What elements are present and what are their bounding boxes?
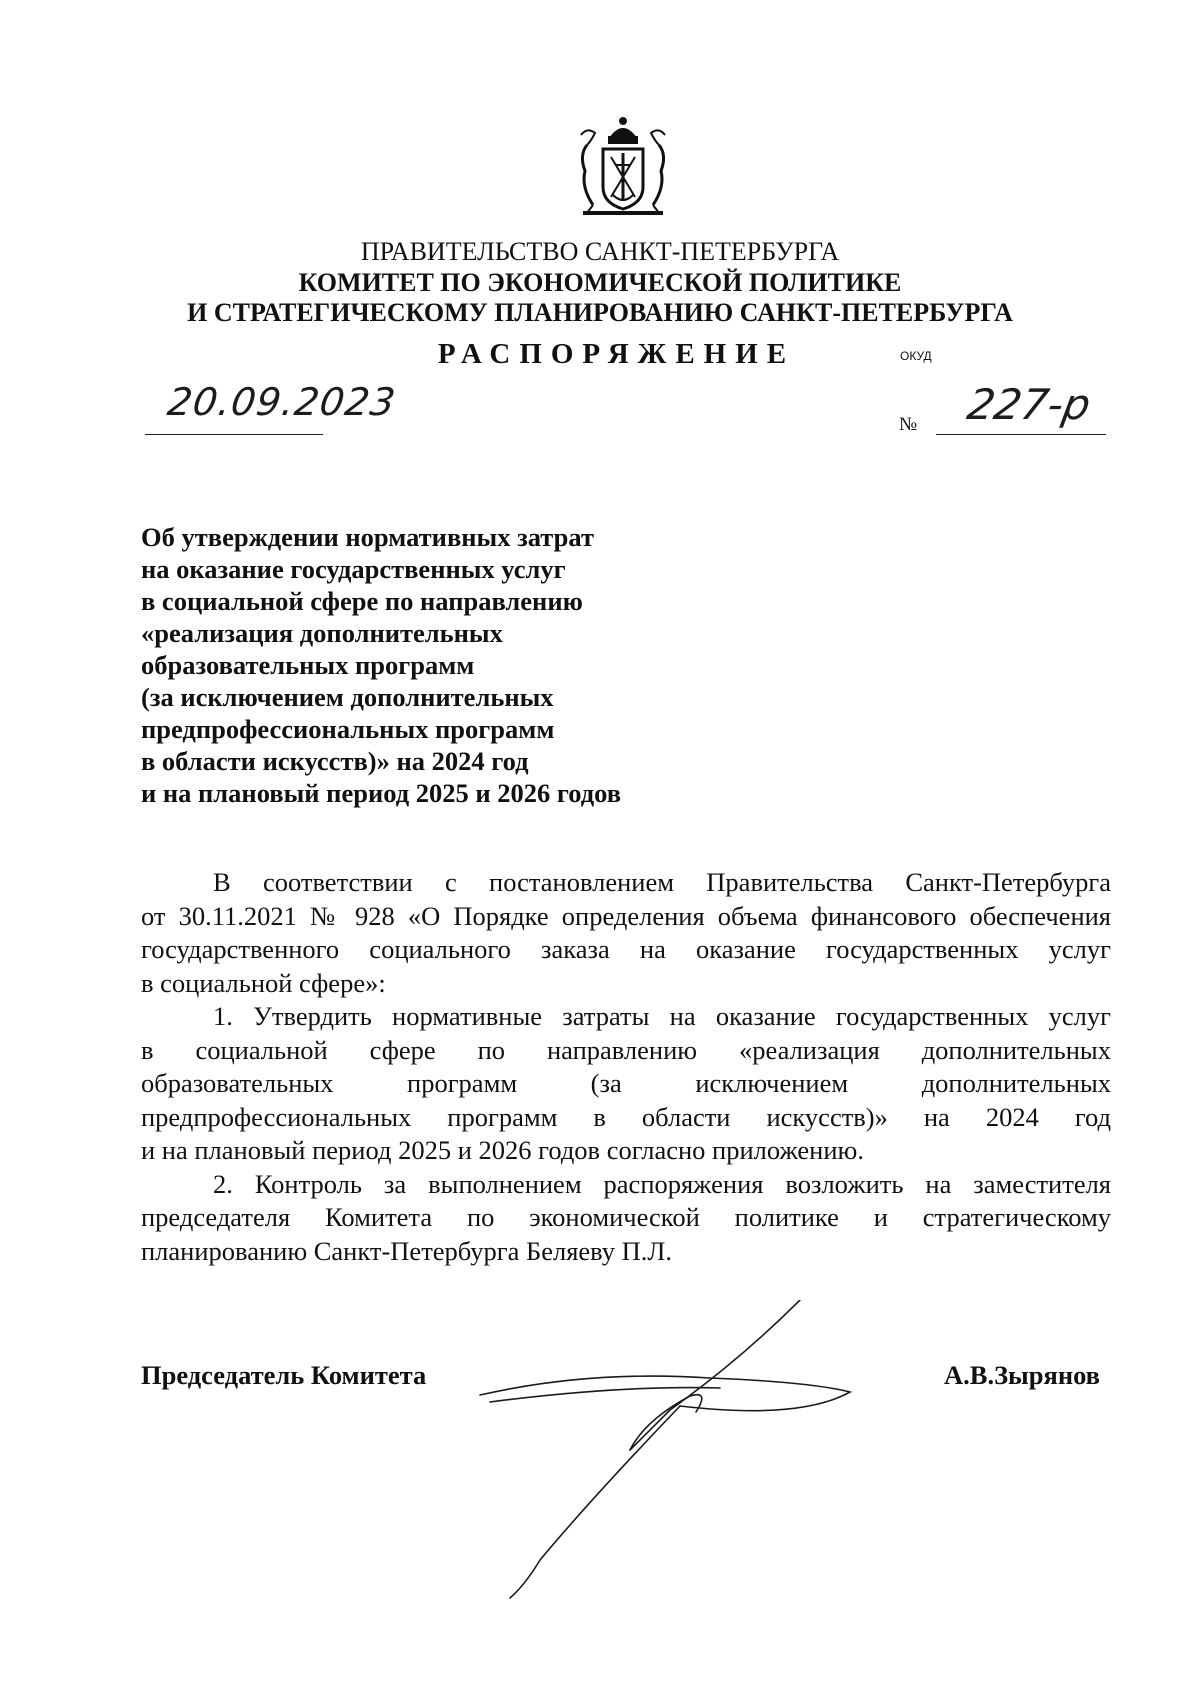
body-line: в социальной сфере по направлению «реализация дополнительных	[141, 1034, 1111, 1065]
title-line: (за исключением дополнительных	[141, 682, 554, 712]
date-underline	[145, 434, 323, 435]
committee-name-line1: КОМИТЕТ ПО ЭКОНОМИЧЕСКОЙ ПОЛИТИКЕ	[298, 268, 902, 297]
signatory-role: Председатель Комитета	[141, 1360, 427, 1390]
document-body	[141, 866, 1111, 1268]
number-label: №	[899, 414, 918, 435]
body-line: образовательных программ (за исключением дополнительных	[141, 1068, 1111, 1098]
document-title	[141, 521, 621, 809]
body-line: В соответствии с постановлением Правительства Санкт-Петербурга	[213, 867, 1111, 897]
government-name: ПРАВИТЕЛЬСТВО САНКТ-ПЕТЕРБУРГА	[360, 237, 840, 266]
title-line: образовательных программ	[141, 650, 475, 680]
body-line: и на плановый период 2025 и 2026 годов согласно приложению.	[141, 1135, 864, 1165]
title-line: и на плановый период 2025 и 2026 годов	[141, 778, 622, 808]
document-type: РАСПОРЯЖЕНИЕ	[437, 338, 796, 370]
committee-name-line2: И СТРАТЕГИЧЕСКОМУ ПЛАНИРОВАНИЮ САНКТ-ПЕТЕРБУРГА	[187, 298, 1013, 327]
body-line: планированию Санкт-Петербурга Беляеву П.Л.	[141, 1235, 673, 1266]
title-line: предпрофессиональных программ	[141, 714, 555, 744]
handwritten-signature	[470, 1300, 870, 1600]
body-line: от 30.11.2021 № 928 «О Порядке определения объема финансового обеспечения	[141, 900, 1111, 931]
signatory-name: А.В.Зырянов	[944, 1360, 1100, 1390]
title-line: в области искусств)» на 2024 год	[141, 746, 529, 776]
body-line: предпрофессиональных программ в области искусств)» на 2024 год	[141, 1101, 1111, 1132]
spb-coat-of-arms-icon	[573, 115, 673, 223]
body-line: 2. Контроль за выполнением распоряжения возложить на заместителя	[213, 1168, 1111, 1199]
document-date: 20.09.2023	[164, 380, 399, 424]
number-underline	[936, 434, 1106, 435]
body-line: в социальной сфере»:	[141, 967, 386, 998]
title-line: в социальной сфере по направлению	[141, 586, 583, 616]
document-number: 227-р	[963, 380, 1095, 429]
title-line: «реализация дополнительных	[141, 618, 503, 648]
body-line: государственного социального заказа на оказание государственных услуг	[141, 934, 1111, 964]
okud-label: ОКУД	[900, 349, 932, 363]
title-line: Об утверждении нормативных затрат	[141, 522, 594, 552]
body-line: председателя Комитета по экономической политике и стратегическому	[141, 1202, 1111, 1232]
body-line: 1. Утвердить нормативные затраты на оказание государственных услуг	[213, 1001, 1111, 1031]
title-line: на оказание государственных услуг	[141, 554, 566, 584]
